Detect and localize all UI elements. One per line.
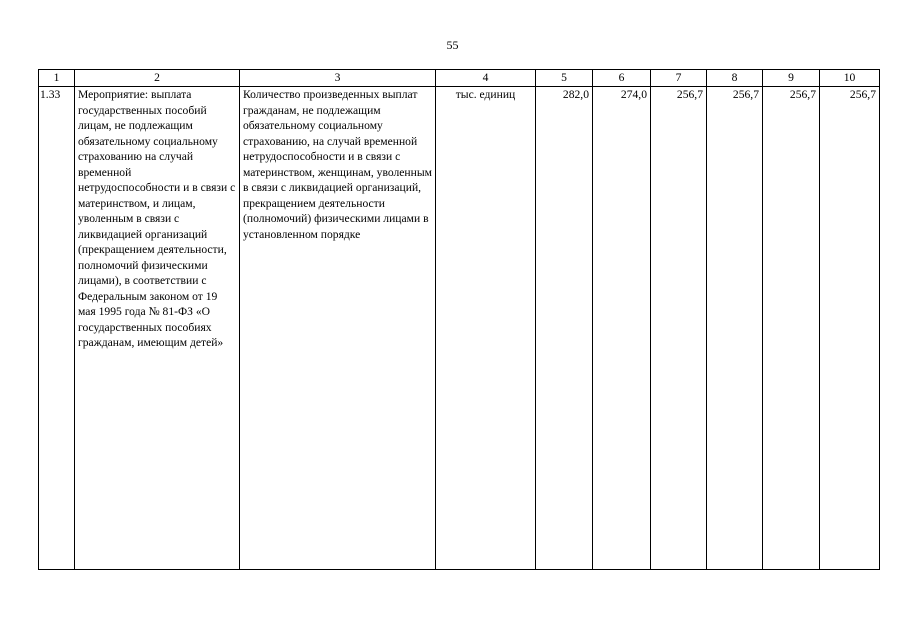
column-header: 10	[820, 70, 880, 87]
value-cell: 256,7	[820, 87, 880, 570]
page-number: 55	[446, 38, 459, 52]
table-header-row	[39, 70, 880, 87]
column-header: 9	[763, 70, 820, 87]
column-header: 8	[707, 70, 763, 87]
event-description-cell: Мероприятие: выплата государственных пособий лицам, не подлежащим обязательному социальному страхованию на случай временной нетрудоспособности и в связи с материнством, и лицам, уволенным в связи с ликвидацией организаций (прекращением деятельности, полномочий физическими лицами), в соответствии с Федеральным законом от 19 мая 1995 года № 81-ФЗ «О государственных пособиях гражданам, имеющим детей»	[75, 87, 240, 570]
column-header: 5	[536, 70, 593, 87]
value-cell: 256,7	[707, 87, 763, 570]
value-cell: 256,7	[763, 87, 820, 570]
value-cell: 282,0	[536, 87, 593, 570]
column-header: 3	[240, 70, 436, 87]
unit-cell: тыс. единиц	[436, 87, 536, 570]
column-header: 2	[75, 70, 240, 87]
row-number-cell: 1.33	[39, 87, 75, 570]
table-row	[39, 87, 880, 570]
value-cell: 274,0	[593, 87, 651, 570]
column-header: 1	[39, 70, 75, 87]
column-header: 4	[436, 70, 536, 87]
indicator-description-cell: Количество произведенных выплат гражданам, не подлежащим обязательному социальному страхованию, на случай временной нетрудоспособности и в связи с материнством, женщинам, уволенным в связи с ликвидацией организаций, прекращением деятельности (полномочий) физическими лицами в установленном порядке	[240, 87, 436, 570]
indicators-table	[38, 69, 880, 570]
value-cell: 256,7	[651, 87, 707, 570]
column-header: 7	[651, 70, 707, 87]
column-header: 6	[593, 70, 651, 87]
